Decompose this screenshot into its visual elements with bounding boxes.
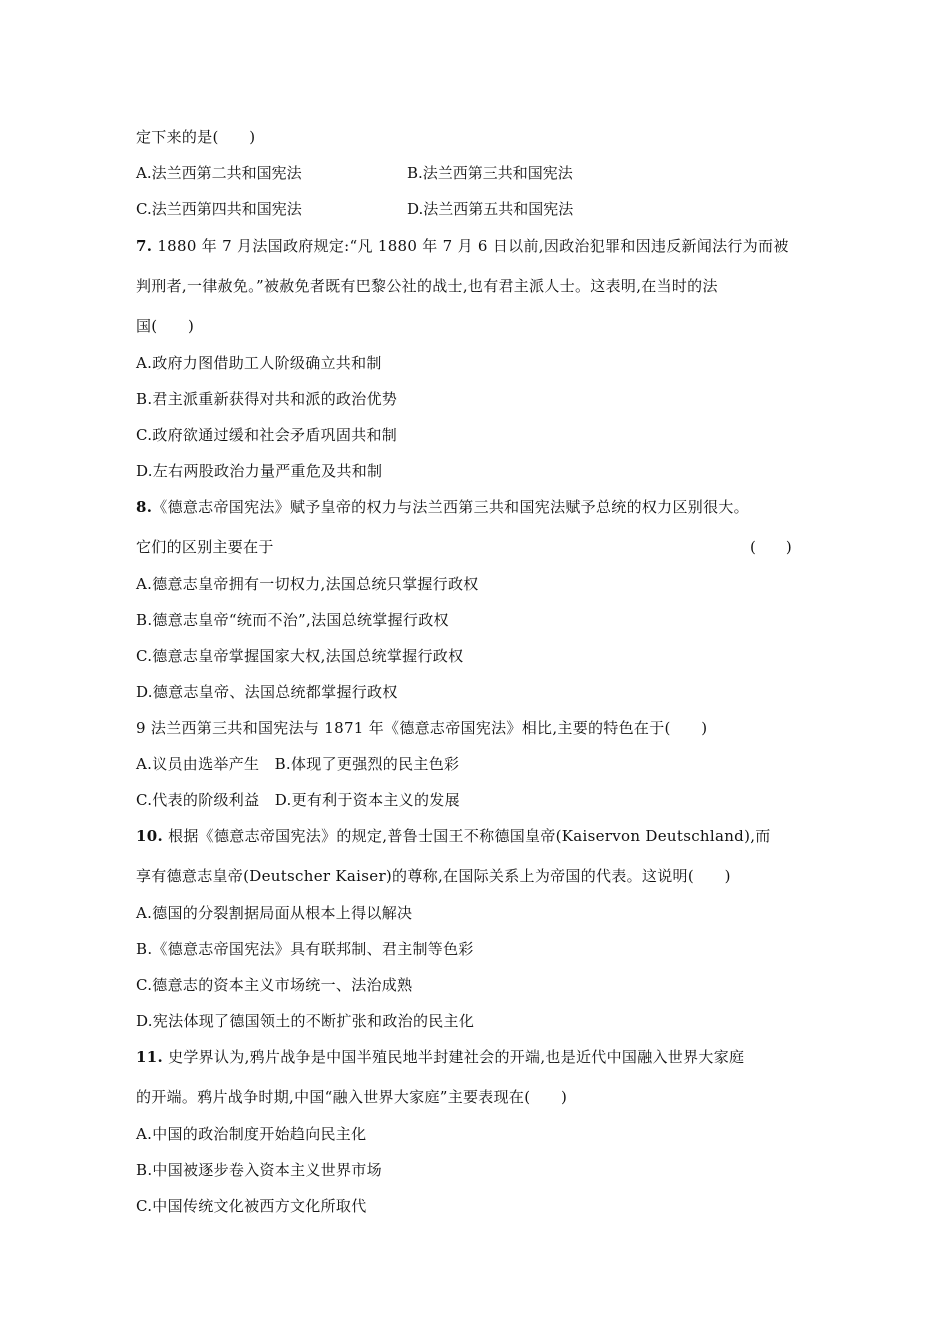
q6-option-b: B.法兰西第三共和国宪法 <box>407 164 573 182</box>
q8-number: 8. <box>136 498 153 516</box>
q11-option-a: A.中国的政治制度开始趋向民主化 <box>136 1125 367 1143</box>
q11-number: 11. <box>136 1048 163 1066</box>
q10-option-c: C.德意志的资本主义市场统一、法治成熟 <box>136 976 413 994</box>
q7-stem-line-2: 判刑者,一律赦免。”被赦免者既有巴黎公社的战士,也有君主派人士。这表明,在当时的法 <box>136 277 718 295</box>
q7-option-b: B.君主派重新获得对共和派的政治优势 <box>136 390 398 408</box>
q8-option-d: D.德意志皇帝、法国总统都掌握行政权 <box>136 683 398 701</box>
q6-option-a: A.法兰西第二共和国宪法 <box>136 164 302 182</box>
q8-answer-paren: ( ) <box>750 538 792 556</box>
q7-stem-line-3: 国( ) <box>136 317 195 335</box>
q10-number: 10. <box>136 827 163 845</box>
q6-stem-end: 定下来的是( ) <box>136 128 256 146</box>
q10-text-1: 根据《德意志帝国宪法》的规定,普鲁士国王不称德国皇帝(Kaiservon Deutschland),而 <box>163 827 771 845</box>
q11-stem-line-2: 的开端。鸦片战争时期,中国“融入世界大家庭”主要表现在( ) <box>136 1088 568 1106</box>
q8-option-b: B.德意志皇帝“统而不治”,法国总统掌握行政权 <box>136 611 449 629</box>
q6-option-d: D.法兰西第五共和国宪法 <box>407 200 574 218</box>
q7-option-a: A.政府力图借助工人阶级确立共和制 <box>136 354 382 372</box>
q10-stem-line-1 <box>136 826 771 846</box>
q8-text-1: 《德意志帝国宪法》赋予皇帝的权力与法兰西第三共和国宪法赋予总统的权力区别很大。 <box>152 498 749 516</box>
q9-options-ab: A.议员由选举产生 B.体现了更强烈的民主色彩 <box>136 755 460 773</box>
q6-option-c: C.法兰西第四共和国宪法 <box>136 200 302 218</box>
q10-stem-line-2: 享有德意志皇帝(Deutscher Kaiser)的尊称,在国际关系上为帝国的代表。这说明( ) <box>136 867 731 885</box>
q8-option-a: A.德意志皇帝拥有一切权力,法国总统只掌握行政权 <box>136 575 479 593</box>
q10-option-a: A.德国的分裂割据局面从根本上得以解决 <box>136 904 413 922</box>
q11-stem-line-1 <box>136 1047 744 1067</box>
q7-stem-line-1 <box>136 236 789 256</box>
q9-options-cd: C.代表的阶级利益 D.更有利于资本主义的发展 <box>136 791 460 809</box>
q11-option-c: C.中国传统文化被西方文化所取代 <box>136 1197 367 1215</box>
q11-option-b: B.中国被逐步卷入资本主义世界市场 <box>136 1161 382 1179</box>
q8-stem-line-1 <box>136 497 749 517</box>
q7-number: 7. <box>136 237 153 255</box>
q7-text-1: 1880 年 7 月法国政府规定:“凡 1880 年 7 月 6 日以前,因政治犯罪和因违反新闻法行为而被 <box>152 237 789 255</box>
q11-text-1: 史学界认为,鸦片战争是中国半殖民地半封建社会的开端,也是近代中国融入世界大家庭 <box>163 1048 745 1066</box>
q7-option-d: D.左右两股政治力量严重危及共和制 <box>136 462 383 480</box>
q7-option-c: C.政府欲通过缓和社会矛盾巩固共和制 <box>136 426 398 444</box>
q8-stem-line-2: 它们的区别主要在于 <box>136 538 274 556</box>
q9-stem: 9 法兰西第三共和国宪法与 1871 年《德意志帝国宪法》相比,主要的特色在于( ) <box>136 719 708 737</box>
q8-option-c: C.德意志皇帝掌握国家大权,法国总统掌握行政权 <box>136 647 464 665</box>
q10-option-b: B.《德意志帝国宪法》具有联邦制、君主制等色彩 <box>136 940 474 958</box>
q10-option-d: D.宪法体现了德国领土的不断扩张和政治的民主化 <box>136 1012 475 1030</box>
